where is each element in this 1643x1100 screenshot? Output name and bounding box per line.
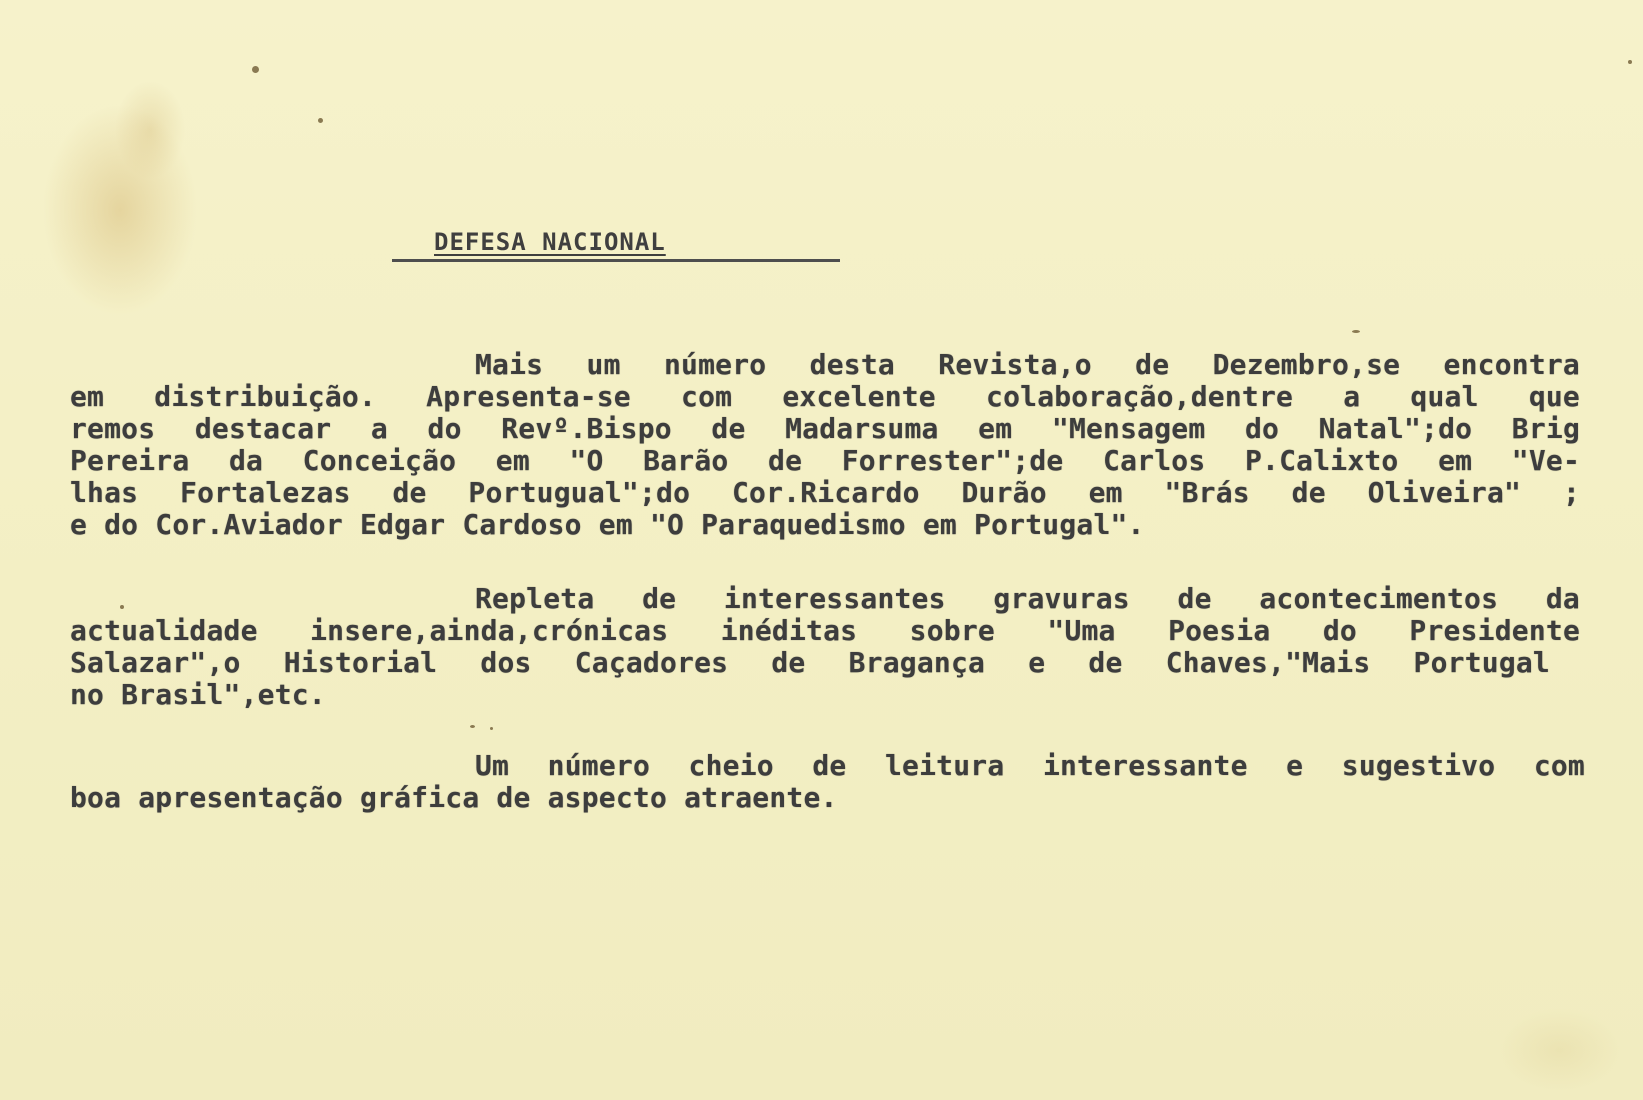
- paragraph-2-line-2: actualidade insere,ainda,crónicas inéditas sobre "Uma Poesia do Presidente: [70, 614, 1580, 647]
- ink-speck: [1628, 60, 1632, 64]
- paragraph-1-line-4: Pereira da Conceição em "O Barão de Forrester";de Carlos P.Calixto em "Ve-: [70, 444, 1580, 477]
- paragraph-2-line-3: Salazar",o Historial dos Caçadores de Bragança e de Chaves,"Mais Portugal: [70, 646, 1550, 679]
- paragraph-1-line-1: Mais um número desta Revista,o de Dezembro,se encontra: [475, 348, 1580, 381]
- paragraph-3-line-2: boa apresentação gráfica de aspecto atraente.: [70, 781, 838, 814]
- document-title-text: DEFESA NACIONAL: [434, 228, 666, 256]
- ink-speck: [1352, 330, 1360, 333]
- ink-speck: [470, 725, 475, 728]
- paragraph-1-line-6: e do Cor.Aviador Edgar Cardoso em "O Paraquedismo em Portugal".: [70, 508, 1145, 541]
- paragraph-1-line-3: remos destacar a do Revº.Bispo de Madarsuma em "Mensagem do Natal";do Brig: [70, 412, 1580, 445]
- paragraph-3-line-1: Um número cheio de leitura interessante e sugestivo com: [475, 749, 1585, 782]
- ink-speck: [120, 605, 124, 609]
- document-title: [392, 228, 840, 262]
- ink-speck: [318, 118, 323, 123]
- ink-speck: [252, 66, 259, 73]
- paragraph-1-line-5: lhas Fortalezas de Portugual";do Cor.Ricardo Durão em "Brás de Oliveira" ;: [70, 476, 1580, 509]
- paragraph-2-line-4: no Brasil",etc.: [70, 678, 326, 711]
- paragraph-1-line-2: em distribuição. Apresenta-se com excelente colaboração,dentre a qual que: [70, 380, 1580, 413]
- ink-speck: [490, 727, 493, 730]
- paragraph-2-line-1: Repleta de interessantes gravuras de acontecimentos da: [475, 582, 1580, 615]
